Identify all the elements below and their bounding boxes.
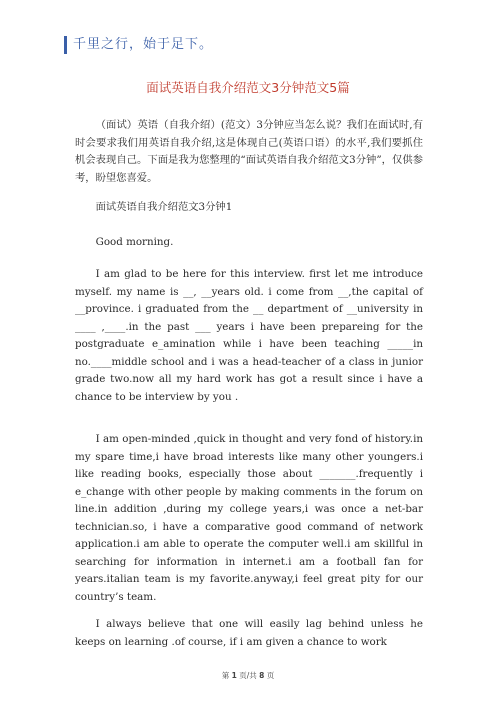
footer-page-number: 1 <box>231 671 237 680</box>
footer-middle: 页/共 <box>239 671 257 680</box>
paragraph-2: I am open-minded ,quick in thought and very fond of history.in my spare time,i have broad interests like many other youngers.i like reading books, especially those about _______.frequently i e_change with other people by making comments in the forum on line.in addition ,during my college years,i was once a net-bar technician.so, i have a comparative good command of network application.i am able to operate the computer well.i am skillful in searching for information in internet.i am a football fan for years.italian team is my favorite.anyway,i feel great pity for our country’s team. <box>75 433 423 603</box>
header-accent-bar <box>64 36 67 54</box>
intro-paragraph: （面试）英语（自我介绍）(范文）3分钟应当怎么说？我们在面试时,有时会要求我们用英语自我介绍,这是体现自己(英语口语）的水平,我们要抓住机会表现自己。下面是我为您整理的“面试英语自我介绍范文3分钟”，仅供参考，盼望您喜爱。 <box>75 119 423 184</box>
footer-suffix: 页 <box>266 671 275 680</box>
page-footer <box>0 670 496 681</box>
footer-total-pages: 8 <box>259 671 265 680</box>
greeting: Good morning. <box>95 236 174 248</box>
paragraph-1: I am glad to be here for this interview. first let me introduce myself. my name is __, __years old. i come from __,the capital of __province. i graduated from the __ department of __university in ____ ,____.in the past ___ years i have been prepareing for the postgraduate e_amination while i have been teaching _____in no.____middle school and i was a head-teacher of a class in junior grade two.now all my hard work has got a result since i have a chance to be interview by you . <box>75 268 423 403</box>
document-title: 面试英语自我介绍范文3分钟范文5篇 <box>146 80 350 95</box>
footer-prefix: 第 <box>221 671 230 680</box>
header-slogan: 千里之行，始于足下。 <box>73 37 214 52</box>
section-heading: 面试英语自我介绍范文3分钟1 <box>95 201 233 213</box>
paragraph-3: I always believe that one will easily lag behind unless he keeps on learning .of course, if i am given a chance to work <box>75 618 423 648</box>
